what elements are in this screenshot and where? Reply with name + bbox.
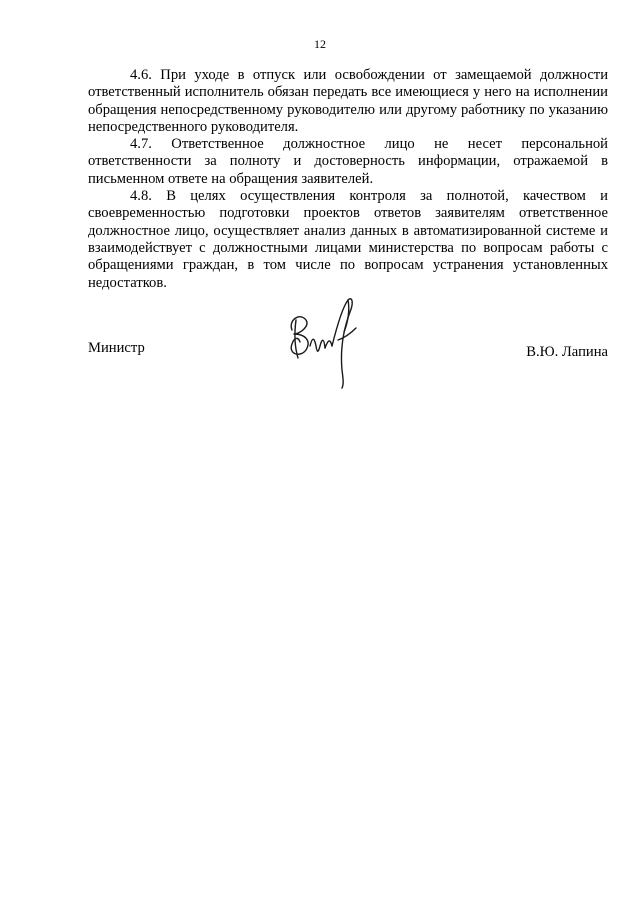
document-body	[88, 67, 608, 292]
signatory-name: В.Ю. Лапина	[526, 344, 608, 360]
paragraph-4-6: 4.6. При уходе в отпуск или освобождении от замещаемой должности ответственный исполнитель обязан передать все имеющиеся у него на исполнении обращения непосредственному руководителю или другому работнику по указанию непосредственного руководителя.	[88, 67, 608, 135]
page-number: 12	[314, 37, 326, 51]
signatory-title: Министр	[88, 340, 145, 356]
signature-block	[88, 339, 608, 363]
paragraph-4-8: 4.8. В целях осуществления контроля за полнотой, качеством и своевременностью подготовки проектов ответов заявителям ответственное должностное лицо, осуществляет анализ данных в автоматизированной системе и взаимодействует с должностными лицами министерства по вопросам работы с обращениями граждан, в том числе по вопросам устранения установленных недостатков.	[88, 188, 608, 291]
paragraph-4-7: 4.7. Ответственное должностное лицо не несет персональной ответственности за полноту и достоверность информации, отражаемой в письменном ответе на обращения заявителей.	[88, 136, 608, 187]
